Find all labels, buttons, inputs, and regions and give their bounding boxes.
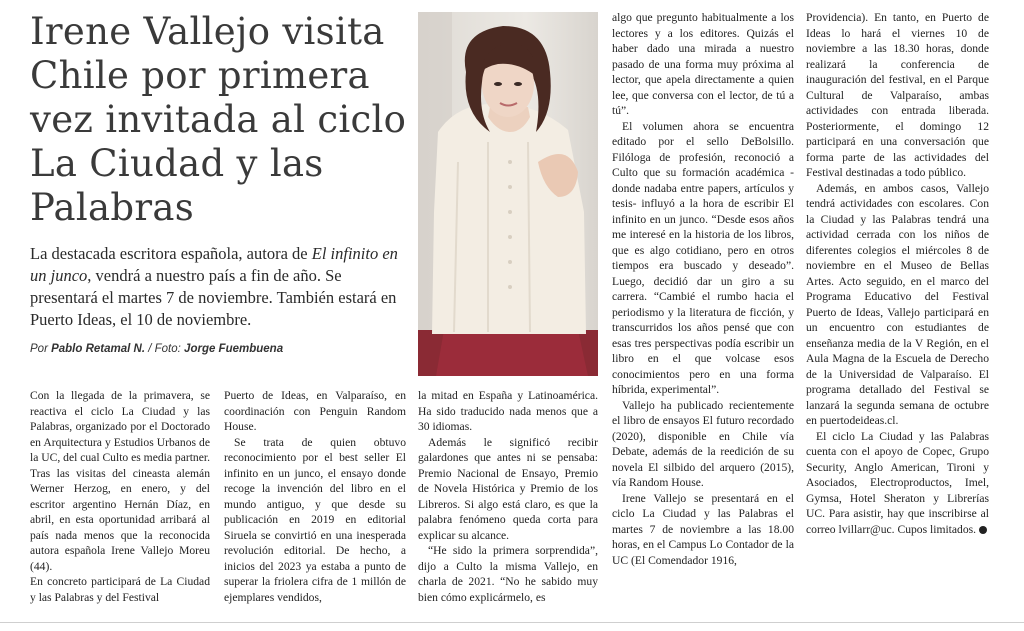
paragraph xyxy=(806,429,989,538)
paragraph: la mitad en España y Latinoamérica. Ha sido traducido nada menos que a 30 idiomas. xyxy=(418,389,598,433)
deck-book-title: El infinito en un junco xyxy=(30,244,398,285)
author-photo xyxy=(418,12,598,376)
column-5 xyxy=(806,10,989,537)
paragraph: algo que pregunto habitualmente a los lectores y a los editores. Quizás el haber dado una mirada a nuestro pasado de una forma muy próxima al lector, que apela directamente a quien lee, que conversa con el lector, de tú a tú”. xyxy=(612,11,794,117)
paragraph: “He sido la primera sorprendida”, dijo a Culto la misma Vallejo, en charla de 2021. “No he sabido muy bien cómo explicármelo, es xyxy=(418,544,598,604)
paragraph: Providencia). En tanto, en Puerto de Ideas lo hará el viernes 10 de noviembre a las 18.30 horas, donde realizará la conferencia de inauguración del festival, en el Parque Cultural de Valparaíso, ambas actividades con entrada liberada. Posteriormente, el domingo 12 participará en una conversación que forma parte de las actividades del Festival destinadas a todo público. xyxy=(806,11,989,179)
column-3 xyxy=(418,388,598,605)
byline xyxy=(30,343,402,355)
paragraph: Vallejo ha publicado recientemente el libro de ensayos El futuro recordado (2020), disponible en Chile vía Debate, además de la reedición de su novela El silbido del arquero (2015), vía Random House. xyxy=(612,398,794,489)
paragraph: Se trata de quien obtuvo reconocimiento por el best seller El infinito en un junco, el ensayo donde recoge la invención del libro en el mundo antiguo, y que desde su publicación en 2019 en editorial Siruela se convirtió en una inesperada revolución editorial. De hecho, a inicios del 2023 ya estaba a punto de superar la friolera cifra de 1 millón de ejemplares vendidos, xyxy=(224,435,406,604)
author-portrait-illustration xyxy=(418,12,598,376)
byline-author: Pablo Retamal N. xyxy=(51,343,146,355)
closing-text: El ciclo La Ciudad y las Palabras cuenta con el apoyo de Copec, Grupo Security, Anglo American, Tironi y Asociados, Electroproductos, Imel, Gymsa, Hotel Sheraton y Librerías UC. Para asistir, hay que inscribirse al correo lvillarr@uc. Cupos limitados. xyxy=(806,429,989,536)
paragraph: Con la llegada de la primavera, se reactiva el ciclo La Ciudad y las Palabras, organizado por el Doctorado en Arquitectura y Estudios Urbanos de la UC, del cual Culto es media partner. Tras las visitas del cineasta alemán Werner Herzog, en enero, y del escritor argentino Hernán Díaz, en abril, en esta oportunidad arribará al país nada menos que la reconocida autora española Irene Vallejo Moreu (44). xyxy=(30,389,210,573)
column-2 xyxy=(224,388,406,605)
paragraph: El volumen ahora se encuentra editado por el sello DeBolsillo. Filóloga de profesión, reconoció a Culto que su formación académica -donde nadaba entre papers, artículos y tesis- influyó a la hora de escribir El infinito en un junco. “Desde esos años me interesé en la historia de los libros, que es algo cotidiano, pero en otros tiempos era buscado y deseado”. Luego, decidió dar un giro a su carrera. “Cambié el rumbo hacia el periodismo y la literatura de ficción, y transcurridos los años pensé que con esas tres perspectivas podía escribir un libro en el que volcase esos conocimientos pero en una forma híbrida, experimental”. xyxy=(612,119,794,396)
paragraph: Irene Vallejo se presentará en el ciclo La Ciudad y las Palabras el martes 7 de noviembre a las 18.00 horas, en el Campus Lo Contador de la UC (El Comendador 1916, xyxy=(612,491,794,567)
bottom-rule xyxy=(0,622,1024,623)
paragraph: Además le significó recibir galardones que antes ni se pensaba: Premio Nacional de Ensayo, Premio de Novela Histórica y Premio de los Libreros. Si algo está claro, es que la palabra fenómeno queda corta para explicar su alcance. xyxy=(418,435,598,542)
paragraph: Puerto de Ideas, en Valparaíso, en coordinación con Penguin Random House. xyxy=(224,389,406,433)
byline-photographer: Jorge Fuembuena xyxy=(184,343,284,355)
headline: Irene Vallejo visita Chile por primera vez invitada al ciclo La Ciudad y las Palabras xyxy=(30,10,407,229)
deck xyxy=(30,243,402,331)
byline-sep: / Foto: xyxy=(145,343,185,355)
deck-text-b: , vendrá a nuestro país a fin de año. Se presentará el martes 7 de noviembre. También estará en Puerto Ideas, el 10 de noviembre. xyxy=(30,266,397,329)
paragraph: Además, en ambos casos, Vallejo tendrá actividades con escolares. Con la Ciudad y las Palabras tendrá una actividad cerrada con los niños de diferentes colegios el miércoles 8 de noviembre en el Museo de Bellas Artes. Acto seguido, en el marco del Programa Educativo del Festival Puerto de Ideas, Vallejo participará en un encuentro con estudiantes de enseñanza media de la V Región, en el Aula Magna de la Escuela de Derecho de la Universidad de Valparaíso. El programa detallado del Festival se lanzará la segunda semana de octubre en puertodeideas.cl. xyxy=(806,181,989,427)
column-1 xyxy=(30,388,210,605)
deck-text-a: La destacada escritora española, autora de xyxy=(30,244,312,263)
byline-por: Por xyxy=(30,343,52,355)
end-of-article-icon xyxy=(979,526,987,534)
paragraph: En concreto participará de La Ciudad y las Palabras y del Festival xyxy=(30,575,210,604)
column-4 xyxy=(612,10,794,568)
